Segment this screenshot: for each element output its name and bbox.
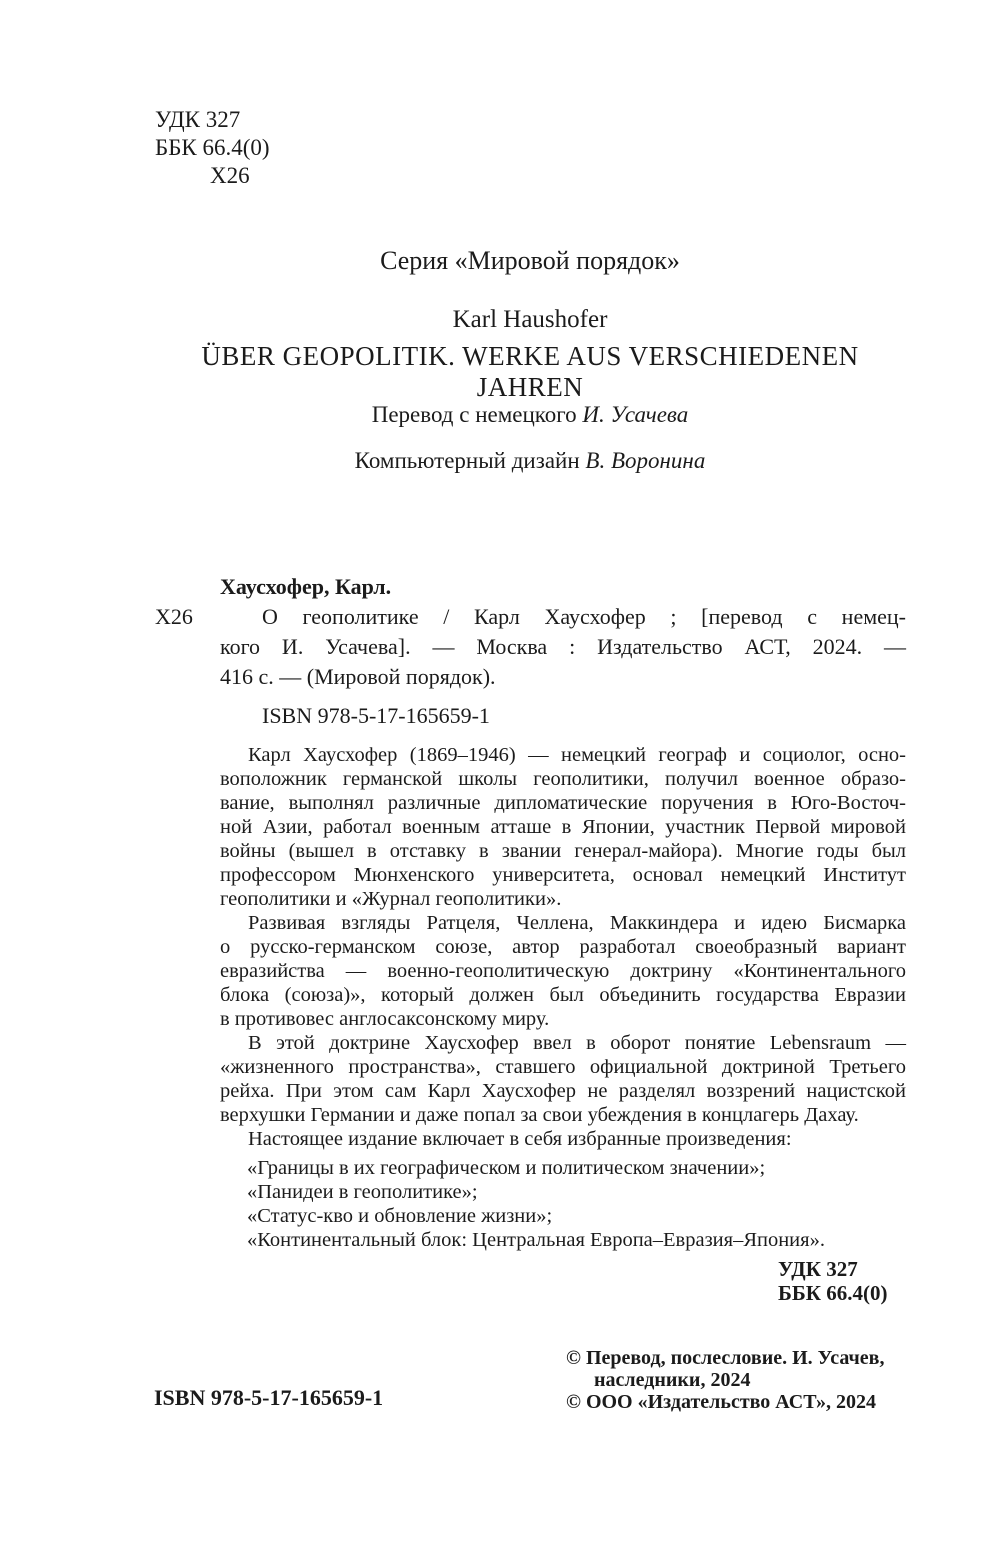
annotation-line: Развивая взгляды Ратцеля, Челлена, Маккиндера и идею Бисмарка — [248, 912, 906, 934]
annotation-line: блока (союза)», который должен был объединить государства Евразии — [220, 984, 906, 1006]
annotation-paragraph-4: Настоящее издание включает в себя избранные произведения: — [248, 1128, 792, 1150]
included-work-item: «Статус-кво и обновление жизни»; — [247, 1205, 553, 1227]
annotation — [220, 743, 906, 1252]
catalog-entry-line: 416 с. — (Мировой порядок). — [220, 664, 496, 689]
copyright-block — [566, 1347, 926, 1413]
annotation-line: верхушки Германии и даже попал за свои убеждения в концлагерь Дахау. — [220, 1104, 859, 1126]
annotation-line: Карл Хаусхофер (1869–1946) — немецкий географ и социолог, осно- — [248, 744, 906, 766]
annotation-line: В этой доктрине Хаусхофер ввел в оборот понятие Lebensraum — — [248, 1032, 906, 1054]
translation-credit — [155, 402, 905, 428]
annotation-line: «жизненного пространства», ставшего официальной доктриной Третьего — [220, 1056, 906, 1078]
original-title: ÜBER GEOPOLITIK. WERKE AUS VERSCHIEDENEN JAHREN — [201, 341, 866, 402]
cataloging-codes-bottom — [778, 1257, 887, 1305]
included-work-item: «Панидеи в геополитике»; — [247, 1181, 478, 1203]
annotation-line: геополитики и «Журнал геополитики». — [220, 888, 562, 910]
annotation-paragraph-2 — [220, 911, 906, 1031]
designer-name: В. Воронина — [585, 448, 706, 473]
original-author: Karl Haushofer — [452, 306, 608, 333]
annotation-line: вание, выполнял различные дипломатические поручения в Юго-Восточ- — [220, 792, 906, 814]
catalog-author: Хаусхофер, Карл. — [220, 574, 392, 599]
annotation-line: профессором Мюнхенского университета, основал немецкий Институт — [220, 864, 906, 886]
copyright-line: © ООО «Издательство АСТ», 2024 — [566, 1391, 877, 1413]
author-sign-catalog: Х26 — [155, 604, 193, 629]
series-title: Серия «Мировой порядок» — [380, 246, 680, 275]
annotation-line: войны (вышел в отставку в звании генерал-майора). Многие годы был — [220, 840, 906, 862]
catalog-entry-line: кого И. Усачева]. — Москва : Издательство АСТ, 2024. — — [220, 634, 906, 659]
bbk-code-bottom: ББК 66.4(0) — [778, 1281, 888, 1305]
catalog-entry — [220, 602, 906, 692]
design-credit-prefix: Компьютерный дизайн — [354, 448, 586, 473]
annotation-line: рейха. При этом сам Карл Хаусхофер не разделял воззрений нацистской — [220, 1080, 906, 1102]
translation-credit-prefix: Перевод с немецкого — [371, 402, 583, 427]
cataloging-codes-top — [155, 106, 270, 190]
annotation-paragraph-1 — [220, 743, 906, 911]
bbk-code-top: ББК 66.4(0) — [155, 135, 270, 160]
annotation-line: в противовес англосаксонскому миру. — [220, 1008, 550, 1030]
translator-name: И. Усачева — [582, 402, 689, 427]
included-work-item: «Континентальный блок: Центральная Европа–Евразия–Япония». — [247, 1229, 825, 1251]
copyright-line: © Перевод, послесловие. И. Усачев, — [566, 1347, 885, 1369]
design-credit — [155, 448, 905, 474]
annotation-line: евразийства — военно-геополитическую доктрину «Континентального — [220, 960, 906, 982]
annotation-line: воположник германской школы геополитики, получил военное образо- — [220, 768, 906, 790]
included-works-list — [220, 1156, 906, 1252]
catalog-card — [155, 572, 906, 692]
author-sign-top: Х26 — [210, 163, 250, 188]
catalog-entry-line: О геополитике / Карл Хаусхофер ; [перевод с немец- — [262, 604, 906, 629]
isbn-footer: ISBN 978-5-17-165659-1 — [154, 1385, 384, 1410]
copyright-line: наследники, 2024 — [594, 1369, 751, 1391]
included-work-item: «Границы в их географическом и политическом значении»; — [247, 1157, 766, 1179]
isbn-catalog: ISBN 978-5-17-165659-1 — [262, 703, 490, 728]
annotation-line: ной Азии, работал военным атташе в Японии, участник Первой мировой — [220, 816, 906, 838]
annotation-paragraph-3 — [220, 1031, 906, 1127]
udk-code-bottom: УДК 327 — [778, 1257, 858, 1281]
annotation-line: о русско-германском союзе, автор разработал своеобразный вариант — [220, 936, 906, 958]
udk-code-top: УДК 327 — [155, 107, 241, 132]
